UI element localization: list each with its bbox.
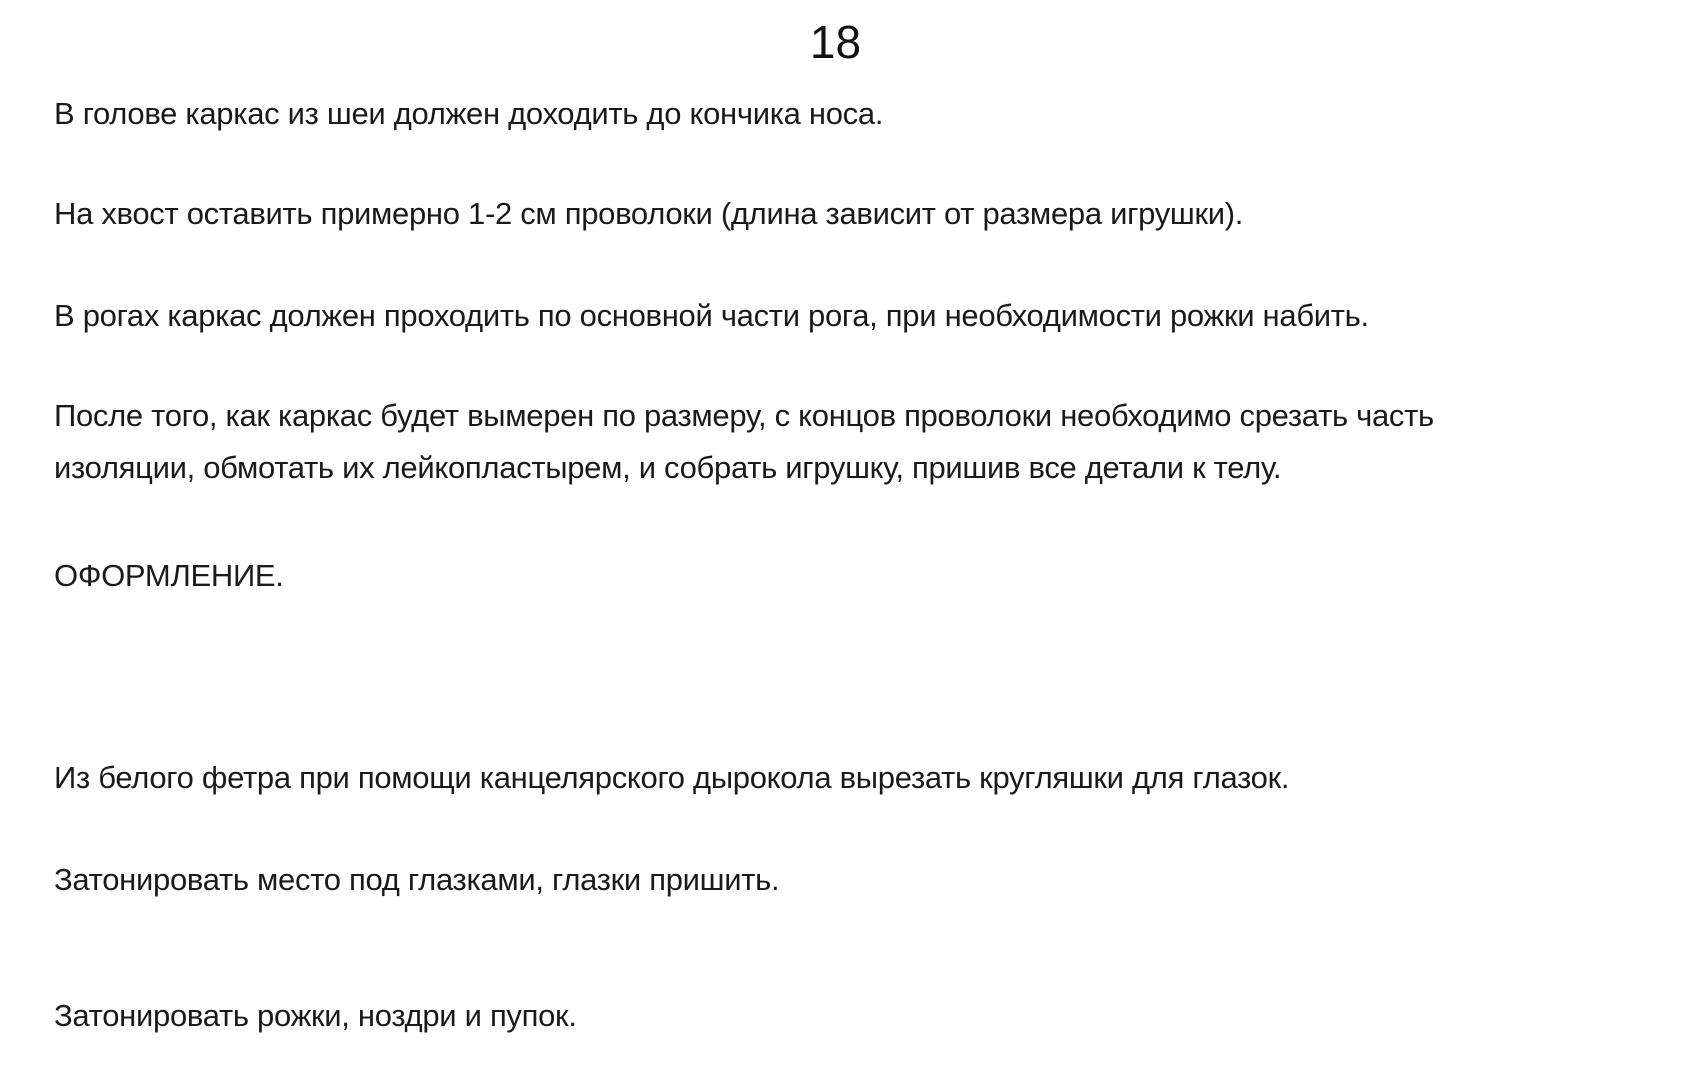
text-line: В рогах каркас должен проходить по основной части рога, при необходимости рожки набить. (54, 298, 1369, 333)
paragraph-eyes-tone (54, 854, 1674, 906)
paragraph-tail-wire (54, 188, 1674, 240)
text-line: В голове каркас из шеи должен доходить до кончика носа. (54, 96, 884, 131)
text-line: изоляции, обмотать их лейкопластырем, и собрать игрушку, пришив все детали к телу. (54, 450, 1282, 485)
paragraph-tone-details (54, 990, 1674, 1042)
text-line: ОФОРМЛЕНИЕ. (54, 558, 284, 593)
page-number: 18 (809, 16, 862, 68)
text-line: Затонировать место под глазками, глазки пришить. (54, 862, 780, 897)
text-line: На хвост оставить примерно 1-2 см проволоки (длина зависит от размера игрушки). (54, 196, 1244, 231)
section-heading-decoration (54, 550, 1674, 602)
paragraph-eyes-cut (54, 752, 1674, 804)
paragraph-head-frame (54, 88, 1674, 140)
paragraph-horns-frame (54, 290, 1674, 342)
text-line: Затонировать рожки, ноздри и пупок. (54, 998, 577, 1033)
text-line: Из белого фетра при помощи канцелярского дырокола вырезать кругляшки для глазок. (54, 760, 1290, 795)
paragraph-assembly (54, 390, 1674, 494)
text-line: После того, как каркас будет вымерен по размеру, с концов проволоки необходимо срезать часть (54, 398, 1434, 433)
